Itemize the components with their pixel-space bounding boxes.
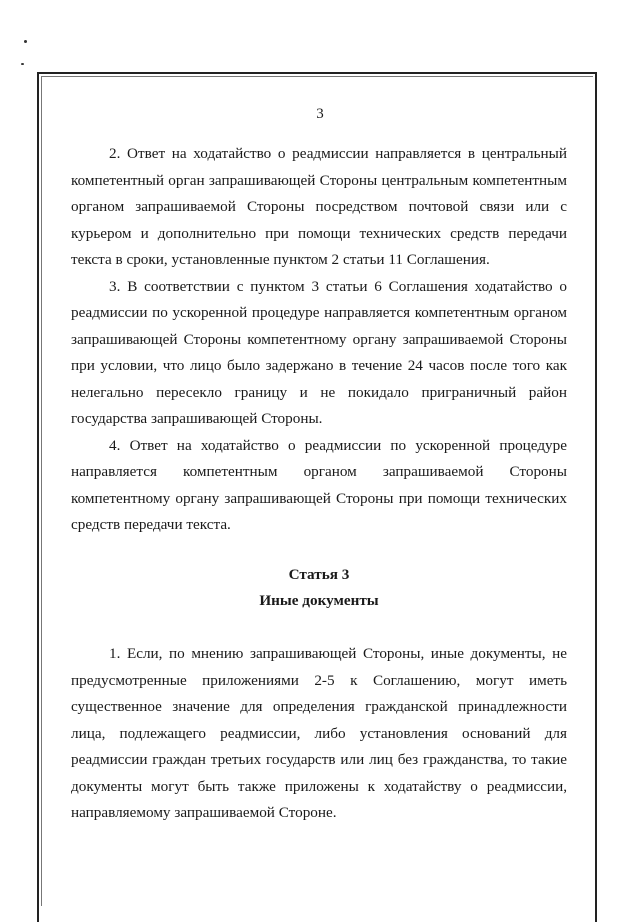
page-border-inner-top — [41, 76, 593, 77]
paragraph-4: 4. Ответ на ходатайство о реадмиссии по ускоренной процедуре направляется компетентным органом запрашиваемой Стороны компетентному органу запрашивающей Стороны при помощи технических средств передачи текста. — [71, 436, 567, 533]
top-paragraphs — [71, 141, 567, 539]
scan-speck — [21, 63, 24, 65]
article-title: Иные документы — [259, 592, 379, 609]
article-paragraph-1: 1. Если, по мнению запрашивающей Стороны, иные документы, не предусмотренные приложениями 2-5 к Соглашению, могут иметь существенное значение для определения гражданской принадлежности лица, подлежащего реадмиссии, либо установления оснований для реадмиссии граждан третьих государств или лиц без гражданства, то такие документы могут быть также приложены к ходатайству о реадмиссии, направляемому запрашиваемой Стороне. — [71, 645, 567, 821]
page-border-inner-left — [41, 76, 42, 906]
page-number: 3 — [316, 106, 324, 122]
article-body — [71, 641, 567, 827]
paragraph-3: 3. В соответствии с пунктом 3 статьи 6 Соглашения ходатайство о реадмиссии по ускоренной процедуре направляется компетентным органом запрашивающей Стороны компетентному органу запрашиваемой Стороны при условии, что лицо было задержано в течение 24 часов после того как нелегально пересекло границу и не покидало приграничный район государства запрашивающей Стороны. — [71, 277, 567, 427]
paragraph-2: 2. Ответ на ходатайство о реадмиссии направляется в центральный компетентный орган запрашивающей Стороны центральным компетентным органом запрашиваемой Стороны посредством почтовой связи или с курьером и дополнительно при помощи технических средств передачи текста в сроки, установленные пунктом 2 статьи 11 Соглашения. — [71, 145, 567, 268]
article-number: Статья 3 — [288, 566, 350, 583]
scan-speck — [24, 40, 27, 43]
article-heading — [71, 562, 567, 614]
